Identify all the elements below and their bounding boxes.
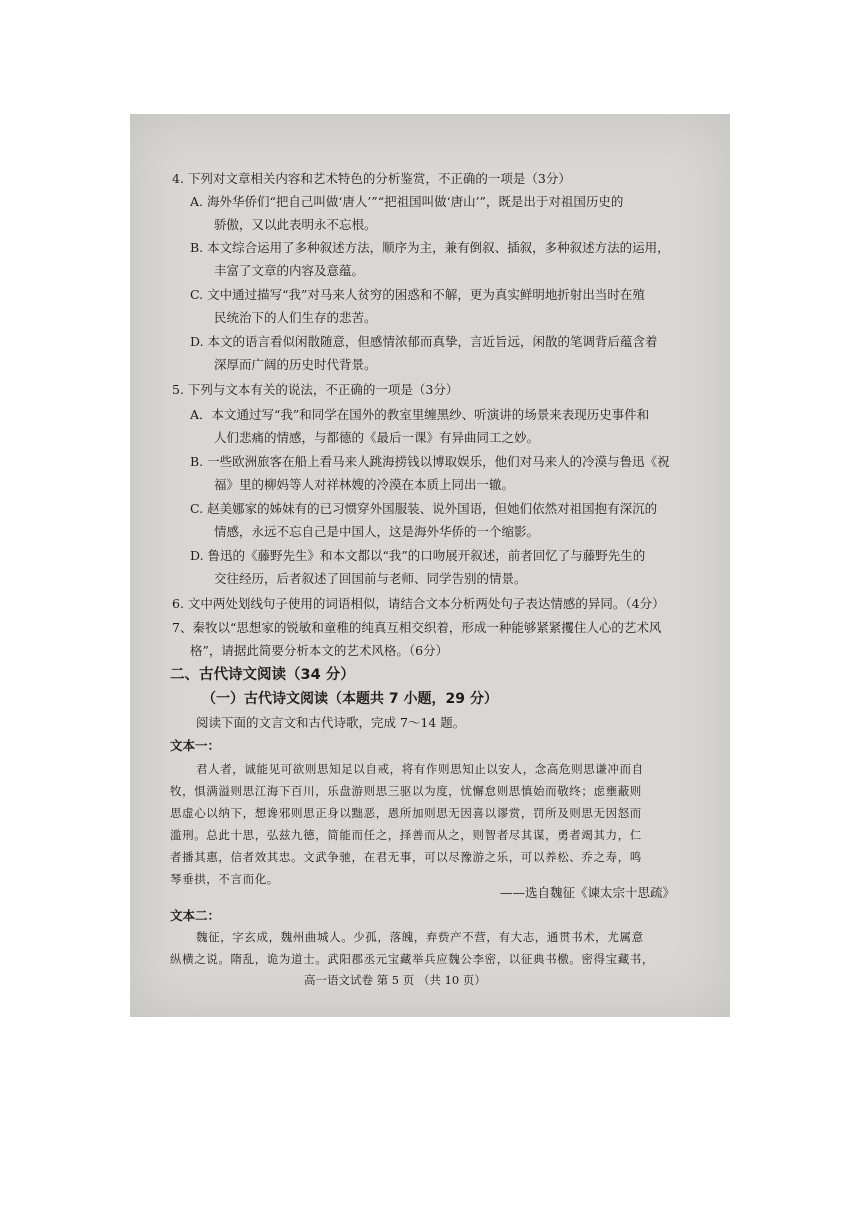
text-1-line3: 思虚心以纳下，想谗邪则思正身以黜恶，恩所加则思无因喜以谬赏，罚所及则思无因怒而 [170,806,642,820]
q5-option-b-line1: B. 一些欧洲旅客在船上看马来人跳海捞钱以博取娱乐，他们对马来人的冷漠与鲁迅《祝 [190,454,670,469]
q5-option-c-line1: C. 赵美娜家的姊妹有的已习惯穿外国服装、说外国语，但她们依然对祖国抱有深沉的 [190,501,658,516]
q5-option-b-line2: 福》里的柳妈等人对祥林嫂的冷漠在本质上同出一辙。 [214,477,515,492]
q5-option-a-line1: A．本文通过写“我”和同学在国外的教室里缠黑纱、听演讲的场景来表现历史事件和 [190,407,650,422]
text-1-line4: 滥刑。总此十思，弘兹九德，简能而任之，择善而从之，则智者尽其谋，勇者竭其力，仁 [170,828,642,842]
text-2-line1: 魏征，字玄成，魏州曲城人。少孤，落魄，弃赀产不营，有大志，通贯书术，尤属意 [196,930,644,944]
page-content [130,114,730,1017]
text-1-line6: 琴垂拱，不言而化。 [170,872,279,886]
question-4-stem: 4. 下列对文章相关内容和艺术特色的分析鉴赏，不正确的一项是（3分） [172,171,571,186]
question-7-line1: 7、秦牧以“思想家的锐敏和童稚的纯真互相交织着，形成一种能够紧紧攫住人心的艺术风 [172,620,662,635]
question-7-line2: 格”，请据此简要分析本文的艺术风格。（6分） [190,643,449,658]
q5-option-d-line2: 交往经历，后者叙述了回国前与老师、同学告别的情景。 [214,571,527,586]
page-footer: 高一语文试卷 第 5 页 （共 10 页） [304,973,486,987]
q4-option-a-line1: A. 海外华侨们“把自己叫做‘唐人’”“把祖国叫做‘唐山’”，既是出于对祖国历史的 [190,194,624,209]
question-6: 6. 文中两处划线句子使用的词语相似，请结合文本分析两处句子表达情感的异同。（4分） [172,596,665,611]
text-2-line2: 纵横之说。隋乱，诡为道士。武阳郡丞元宝藏举兵应魏公李密，以征典书檄。密得宝藏书， [170,952,654,966]
q4-option-c-line1: C. 文中通过描写“我”对马来人贫穷的困惑和不解，更为真实鲜明地折射出当时在殖 [190,287,645,302]
q5-option-d-line1: D. 鲁迅的《藤野先生》和本文都以“我”的口吻展开叙述，前者回忆了与藤野先生的 [190,548,646,563]
text-2-label: 文本二： [170,908,221,923]
section-2-subtitle: （一）古代诗文阅读（本题共 7 小题，29 分） [202,691,498,707]
q5-option-c-line2: 情感，永远不忘自己是中国人，这是海外华侨的一个缩影。 [214,524,540,539]
text-1-label: 文本一： [170,738,221,753]
q4-option-a-line2: 骄傲，又以此表明永不忘根。 [214,217,377,232]
text-1-source: ——选自魏征《谏太宗十思疏》 [500,885,676,900]
q4-option-b-line1: B. 本文综合运用了多种叙述方法，顺序为主，兼有倒叙、插叙，多种叙述方法的运用， [190,240,670,255]
text-1-line5: 者播其惠，信者效其忠。文武争驰，在君无事，可以尽豫游之乐，可以养松、乔之寿，鸣 [170,850,642,864]
q4-option-c-line2: 民统治下的人们生存的悲苦。 [214,310,377,325]
q4-option-d-line2: 深厚而广阔的历史时代背景。 [214,357,377,372]
text-1-line2: 牧，惧满溢则思江海下百川，乐盘游则思三驱以为度，忧懈怠则思慎始而敬终；虑壅蔽则 [170,784,642,798]
q4-option-d-line1: D. 本文的语言看似闲散随意，但感情浓郁而真挚，言近旨远，闲散的笔调背后蕴含着 [190,334,658,349]
q5-option-a-line2: 人们悲痛的情感，与都德的《最后一课》有异曲同工之妙。 [214,430,540,445]
question-5-stem: 5. 下列与文本有关的说法，不正确的一项是（3分） [172,382,459,397]
section-2-instruction: 阅读下面的文言文和古代诗歌，完成 7～14 题。 [196,715,466,730]
section-2-title: 二、古代诗文阅读（34 分） [170,667,355,683]
exam-page [130,114,730,1017]
text-1-line1: 君人者，诚能见可欲则思知足以自戒，将有作则思知止以安人，念高危则思谦冲而自 [196,762,644,776]
q4-option-b-line2: 丰富了文章的内容及意蕴。 [214,263,365,278]
